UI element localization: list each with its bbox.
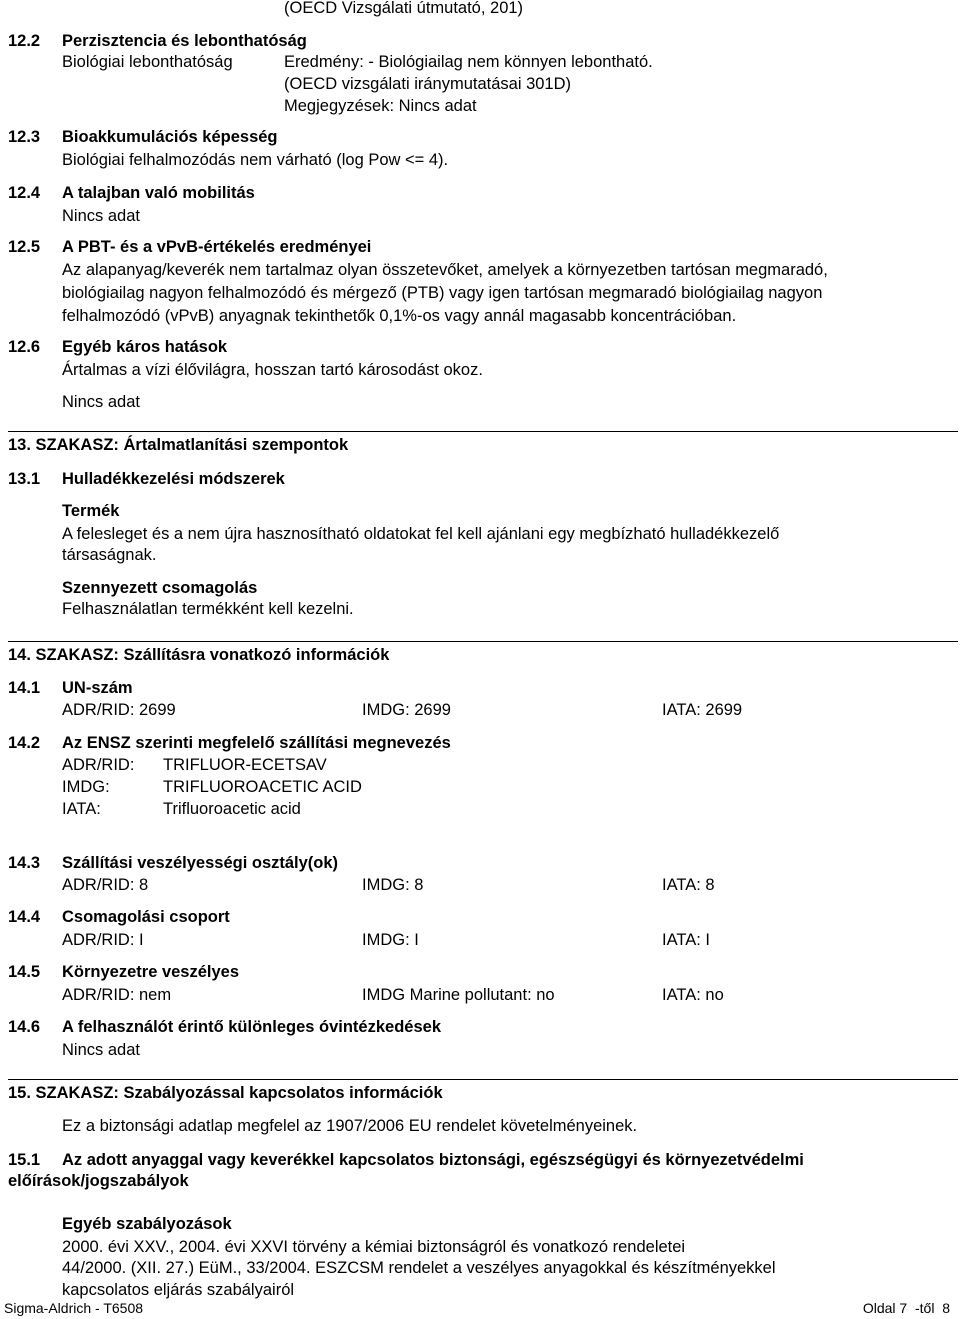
section-number: 12.4 [8, 184, 41, 202]
section-15-heading: 15. SZAKASZ: Szabályozással kapcsolatos információk [8, 1084, 443, 1102]
section-title: Szállítási veszélyességi osztály(ok) [62, 854, 339, 872]
biodegradability-label: Biológiai lebonthatóság [62, 53, 233, 71]
section-divider [8, 431, 958, 432]
section-title: Hulladékkezelési módszerek [62, 470, 285, 488]
section-number: 14.2 [8, 734, 41, 752]
regulation-line: 2000. évi XXV., 2004. évi XXVI törvény a kémiai biztonságról és vonatkozó rendeletei [62, 1238, 686, 1256]
section-number: 12.3 [8, 128, 41, 146]
section-number: 14.6 [8, 1018, 41, 1036]
shipping-name-value: TRIFLUOR-ECETSAV [163, 756, 327, 774]
section-13-heading: 13. SZAKASZ: Ártalmatlanítási szempontok [8, 436, 349, 454]
other-regulations-label: Egyéb szabályozások [62, 1215, 232, 1233]
product-text-line: társaságnak. [62, 546, 157, 564]
section-text-2: Nincs adat [62, 393, 140, 411]
section-title: Egyéb káros hatások [62, 338, 228, 356]
regulation-line: 44/2000. (XII. 27.) EüM., 33/2004. ESZCSM rendelet a veszélyes anyagokkal és készítményekkel [62, 1259, 776, 1277]
section-number: 14.4 [8, 908, 41, 926]
section-number: 14.5 [8, 963, 41, 981]
paragraph-line: biológiailag nagyon felhalmozódó és mérgező (PTB) vagy igen tartósan megmaradó biológiailag nagyon [62, 284, 823, 302]
shipping-name-label: ADR/RID: [62, 756, 135, 774]
section-title: A talajban való mobilitás [62, 184, 255, 202]
section-text: Nincs adat [62, 207, 140, 225]
remarks-text: Megjegyzések: Nincs adat [284, 97, 477, 115]
section-title: Csomagolási csoport [62, 908, 230, 926]
section-text: Biológiai felhalmozódás nem várható (log Pow <= 4). [62, 151, 449, 169]
adr-rid-value: ADR/RID: 2699 [62, 701, 176, 719]
imdg-value: IMDG: 8 [362, 876, 424, 894]
footer-product-id: Sigma-Aldrich - T6508 [4, 1300, 144, 1316]
packaging-text: Felhasználatlan termékként kell kezelni. [62, 600, 354, 618]
compliance-statement: Ez a biztonsági adatlap megfelel az 1907/2006 EU rendelet követelményeinek. [62, 1117, 638, 1135]
shipping-name-label: IATA: [62, 800, 101, 818]
iata-value: IATA: I [662, 931, 710, 949]
section-text: Ártalmas a vízi élővilágra, hosszan tartó károsodást okoz. [62, 361, 483, 379]
section-divider [8, 1079, 958, 1080]
regulation-line: kapcsolatos eljárás szabályairól [62, 1281, 295, 1299]
top-reference: (OECD Vizsgálati útmutató, 201) [284, 0, 524, 17]
section-title: A PBT- és a vPvB-értékelés eredményei [62, 238, 372, 256]
imdg-value: IMDG Marine pollutant: no [362, 986, 555, 1004]
iata-value: IATA: 8 [662, 876, 715, 894]
product-text-line: A felesleget és a nem újra hasznosítható oldatokat fel kell ajánlani egy megbízható hulladékkezelő [62, 525, 780, 543]
section-14-heading: 14. SZAKASZ: Szállításra vonatkozó információk [8, 646, 390, 664]
adr-rid-value: ADR/RID: I [62, 931, 144, 949]
section-text: Nincs adat [62, 1041, 140, 1059]
section-title-continuation: előírások/jogszabályok [8, 1172, 189, 1190]
section-title: Perzisztencia és lebonthatóság [62, 32, 307, 50]
section-title: Bioakkumulációs képesség [62, 128, 278, 146]
adr-rid-value: ADR/RID: nem [62, 986, 172, 1004]
iata-value: IATA: no [662, 986, 724, 1004]
section-number: 14.3 [8, 854, 41, 872]
section-number: 12.5 [8, 238, 41, 256]
section-number: 12.6 [8, 338, 41, 356]
section-title: Az ENSZ szerinti megfelelő szállítási megnevezés [62, 734, 451, 752]
footer-page-number: Oldal 7 -től 8 [862, 1300, 950, 1316]
shipping-name-value: TRIFLUOROACETIC ACID [163, 778, 362, 796]
iata-value: IATA: 2699 [662, 701, 743, 719]
section-title: Környezetre veszélyes [62, 963, 240, 981]
shipping-name-value: Trifluoroacetic acid [163, 800, 301, 818]
product-label: Termék [62, 502, 120, 520]
adr-rid-value: ADR/RID: 8 [62, 876, 149, 894]
section-number: 15.1 [8, 1151, 41, 1169]
section-title: UN-szám [62, 679, 133, 697]
imdg-value: IMDG: I [362, 931, 419, 949]
paragraph-line: Az alapanyag/keverék nem tartalmaz olyan összetevőket, amelyek a környezetben tartósan megmaradó, [62, 261, 828, 279]
imdg-value: IMDG: 2699 [362, 701, 451, 719]
paragraph-line: felhalmozódó (vPvB) anyagnak tekinthetők 0,1%-os vagy annál magasabb koncentrációban. [62, 307, 737, 325]
section-title: A felhasználót érintő különleges óvintézkedések [62, 1018, 441, 1036]
section-number: 13.1 [8, 470, 41, 488]
section-title: Az adott anyaggal vagy keverékkel kapcsolatos biztonsági, egészségügyi és környezetvédelmi [62, 1151, 804, 1169]
oecd-guideline-text: (OECD vizsgálati iránymutatásai 301D) [284, 75, 572, 93]
section-number: 14.1 [8, 679, 41, 697]
result-text: Eredmény: - Biológiailag nem könnyen lebontható. [284, 53, 653, 71]
shipping-name-label: IMDG: [62, 778, 110, 796]
packaging-label: Szennyezett csomagolás [62, 579, 258, 597]
section-divider [8, 641, 958, 642]
section-number: 12.2 [8, 32, 41, 50]
